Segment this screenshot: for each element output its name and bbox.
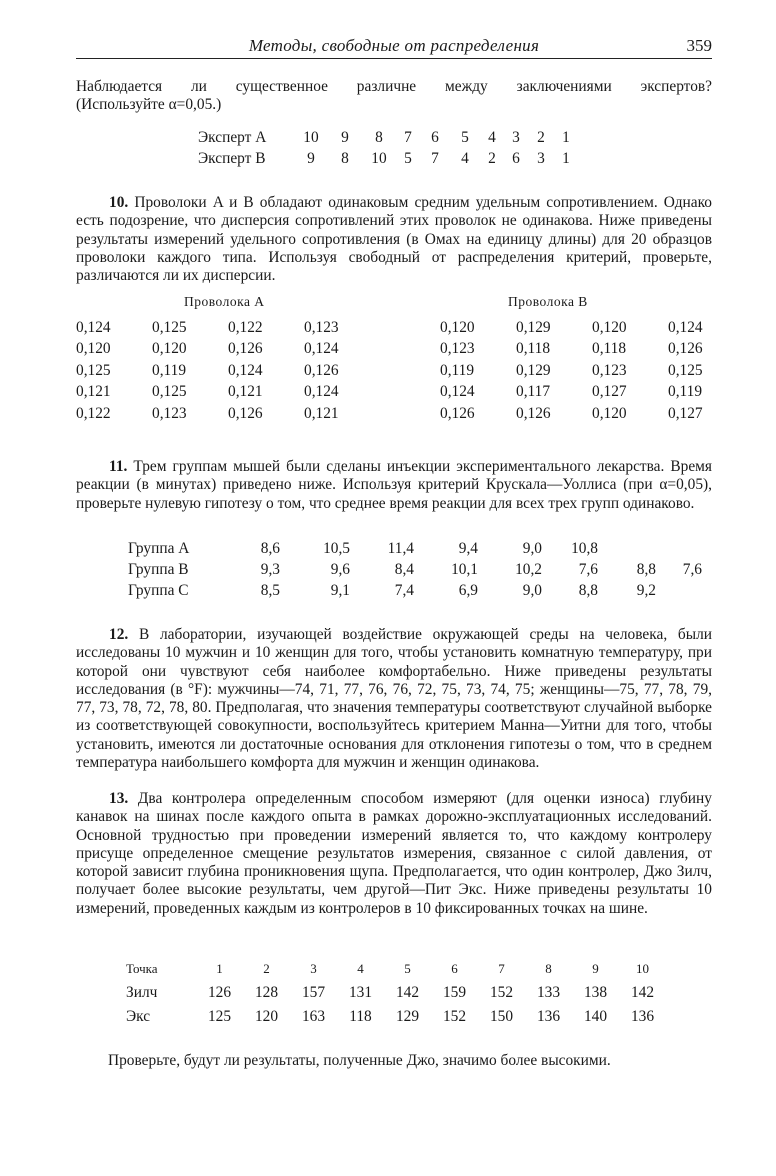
expert-row bbox=[198, 127, 578, 148]
group-row bbox=[128, 538, 708, 559]
wire-row bbox=[440, 317, 744, 339]
group-value: 8,4 bbox=[394, 560, 414, 578]
inspector-value: 136 bbox=[630, 1008, 655, 1025]
wire-value: 0,119 bbox=[152, 361, 187, 379]
inspector-value: 159 bbox=[442, 984, 467, 1001]
intro-line-1: Наблюдается ли существенное различне между заключениями экспертов? bbox=[76, 78, 712, 95]
point-number: 4 bbox=[357, 961, 364, 976]
wire-value: 0,121 bbox=[76, 383, 111, 401]
expert-value: 10 bbox=[303, 128, 319, 146]
problem-13-number: 13. bbox=[109, 790, 129, 807]
expert-value: 3 bbox=[512, 128, 520, 146]
wire-value: 0,129 bbox=[516, 361, 551, 379]
problem-10-number: 10. bbox=[109, 194, 129, 211]
expert-value: 5 bbox=[404, 149, 412, 167]
points-header-row bbox=[126, 957, 666, 981]
group-value: 7,6 bbox=[578, 560, 598, 578]
wire-value: 0,120 bbox=[592, 404, 627, 422]
group-label: Группа B bbox=[128, 560, 189, 578]
problem-12-text: В лаборатории, изучающей воздействие окружающей среды на человека, были исследованы 10 мужчин и 10 женщин для того, чтобы установить комнатную температуру, при которой они чувствуют себя наиболее комфортабельно. Ниже приведены результаты исследования (в °F): мужчины—74, 71, 77, 76, 76, 72, 75, 73, 74, 75; женщины—75, 77, 78, 79, 77, 73, 78, 72, 78, 80. Предполагая, что значения температуры соответствуют случайной выборке из соответствующей совокупности, воспользуйтесь критерием Манна—Уитни для того, чтобы установить, имеются ли достаточные основания для отклонения гипотезы о том, что в среднем температура наибольшего комфорта для мужчин и женщин одинакова. bbox=[76, 626, 712, 772]
inspector-value: 142 bbox=[630, 984, 655, 1001]
wire-value: 0,123 bbox=[440, 340, 475, 358]
wire-value: 0,120 bbox=[152, 340, 187, 358]
wire-row bbox=[76, 317, 380, 339]
wire-value: 0,126 bbox=[440, 404, 475, 422]
expert-label: Эксперт B bbox=[198, 149, 266, 167]
inspector-value: 152 bbox=[442, 1008, 467, 1025]
wire-value: 0,125 bbox=[76, 361, 111, 379]
wire-value: 0,126 bbox=[304, 361, 339, 379]
point-number: 2 bbox=[263, 961, 270, 976]
point-number: 1 bbox=[216, 961, 223, 976]
wire-b-caption: Проволока B bbox=[508, 294, 588, 309]
inspector-value: 163 bbox=[301, 1008, 326, 1025]
expert-value: 3 bbox=[537, 149, 545, 167]
expert-value: 2 bbox=[488, 149, 496, 167]
problem-13-text: Два контролера определенным способом измеряют (для оценки износа) глубину канавок на шинах после каждого опыта в рамках дорожно-эксплуатационных исследований. Основной трудностью при проведении измерений является то, что каждому контролеру присуще определенное смещение результатов измерения, связанное с силой давления, от которой зависит глубина проникновения щупа. Предполагается, что один контролер, Джо Зилч, получает более высокие результаты, чем другой—Пит Экс. Ниже приведены результаты 10 измерений, проведенных каждым из контролеров в 10 фиксированных точках на шине. bbox=[76, 790, 712, 917]
expert-label: Эксперт A bbox=[198, 128, 267, 146]
wire-value: 0,127 bbox=[668, 404, 703, 422]
page-header bbox=[76, 34, 712, 59]
wire-value: 0,119 bbox=[668, 383, 703, 401]
group-value: 8,8 bbox=[578, 581, 598, 599]
wire-value: 0,120 bbox=[592, 318, 627, 336]
expert-value: 5 bbox=[461, 128, 469, 146]
wire-value: 0,127 bbox=[592, 383, 627, 401]
group-value: 7,4 bbox=[394, 581, 414, 599]
group-row bbox=[128, 580, 708, 601]
intro-line-2: (Используйте α=0,05.) bbox=[76, 96, 222, 114]
point-number: 9 bbox=[592, 961, 599, 976]
wire-value: 0,129 bbox=[516, 318, 551, 336]
expert-value: 9 bbox=[307, 149, 315, 167]
wire-value: 0,120 bbox=[440, 318, 475, 336]
problem-13 bbox=[76, 790, 712, 918]
group-value: 9,0 bbox=[522, 539, 542, 557]
group-value: 10,8 bbox=[571, 539, 598, 557]
group-value: 9,1 bbox=[330, 581, 350, 599]
inspector-value: 142 bbox=[395, 984, 420, 1001]
wire-value: 0,124 bbox=[668, 318, 703, 336]
inspector-value: 118 bbox=[349, 1008, 372, 1025]
wire-value: 0,124 bbox=[304, 383, 339, 401]
inspector-value: 126 bbox=[207, 984, 232, 1001]
inspector-value: 133 bbox=[536, 984, 561, 1001]
expert-value: 4 bbox=[488, 128, 496, 146]
intro-question bbox=[76, 78, 712, 115]
group-value bbox=[662, 538, 708, 559]
wire-b-table bbox=[440, 317, 744, 425]
wire-value: 0,118 bbox=[516, 340, 551, 358]
wire-value: 0,123 bbox=[592, 361, 627, 379]
wire-value: 0,124 bbox=[304, 340, 339, 358]
expert-value: 1 bbox=[562, 149, 570, 167]
expert-value: 1 bbox=[562, 128, 570, 146]
group-value bbox=[662, 580, 708, 601]
wire-value: 0,123 bbox=[152, 404, 187, 422]
point-number: 7 bbox=[498, 961, 505, 976]
wire-value: 0,124 bbox=[228, 361, 263, 379]
experts-table bbox=[198, 127, 578, 169]
inspector-row bbox=[126, 1005, 666, 1029]
group-value: 10,5 bbox=[323, 539, 350, 557]
page-number: 359 bbox=[686, 36, 712, 55]
expert-value: 10 bbox=[371, 149, 387, 167]
group-value: 7,6 bbox=[682, 560, 702, 578]
group-value: 9,0 bbox=[522, 581, 542, 599]
inspector-value: 138 bbox=[583, 984, 608, 1001]
wire-row bbox=[76, 382, 380, 404]
problem-12-number: 12. bbox=[109, 626, 129, 643]
problem-10 bbox=[76, 194, 712, 285]
wire-row bbox=[76, 339, 380, 361]
point-number: 8 bbox=[545, 961, 552, 976]
inspector-value: 120 bbox=[254, 1008, 279, 1025]
group-value: 9,4 bbox=[458, 539, 478, 557]
expert-value: 9 bbox=[341, 128, 349, 146]
inspector-value: 131 bbox=[348, 984, 373, 1001]
wire-value: 0,124 bbox=[76, 318, 111, 336]
wire-row bbox=[76, 403, 380, 425]
group-value bbox=[604, 538, 662, 559]
inspector-label: Зилч bbox=[126, 984, 158, 1001]
inspector-label: Экс bbox=[126, 1008, 151, 1025]
wire-value: 0,126 bbox=[668, 340, 703, 358]
wire-value: 0,125 bbox=[668, 361, 703, 379]
wire-value: 0,123 bbox=[304, 318, 339, 336]
wire-row bbox=[76, 360, 380, 382]
wire-row bbox=[440, 339, 744, 361]
group-value: 8,6 bbox=[260, 539, 280, 557]
wire-value: 0,125 bbox=[152, 383, 187, 401]
wire-value: 0,119 bbox=[440, 361, 475, 379]
expert-value: 7 bbox=[404, 128, 412, 146]
group-value: 11,4 bbox=[387, 539, 414, 557]
expert-value: 6 bbox=[431, 128, 439, 146]
inspector-value: 157 bbox=[301, 984, 326, 1001]
problem-13-closing: Проверьте, будут ли результаты, полученные Джо, значимо более высокими. bbox=[108, 1052, 611, 1069]
wire-row bbox=[440, 360, 744, 382]
groups-table bbox=[128, 538, 708, 601]
point-number: 10 bbox=[636, 961, 649, 976]
group-value: 8,8 bbox=[636, 560, 656, 578]
problem-11 bbox=[76, 458, 712, 513]
wire-value: 0,121 bbox=[304, 404, 339, 422]
problem-11-text: Трем группам мышей были сделаны инъекции экспериментального лекарства. Время реакции (в минутах) приведено ниже. Используя критерий Крускала—Уоллиса (при α=0,05), проверьте нулевую гипотезу о том, что среднее время реакции для всех трех групп одинаково. bbox=[76, 458, 712, 512]
problem-12 bbox=[76, 626, 712, 772]
inspector-value: 140 bbox=[583, 1008, 608, 1025]
wire-value: 0,126 bbox=[228, 404, 263, 422]
expert-row bbox=[198, 148, 578, 169]
wire-value: 0,125 bbox=[152, 318, 187, 336]
expert-value: 2 bbox=[537, 128, 545, 146]
inspector-value: 152 bbox=[489, 984, 514, 1001]
inspector-value: 125 bbox=[207, 1008, 232, 1025]
expert-value: 4 bbox=[461, 149, 469, 167]
group-row bbox=[128, 559, 708, 580]
inspector-value: 128 bbox=[254, 984, 279, 1001]
group-value: 6,9 bbox=[458, 581, 478, 599]
point-label: Точка bbox=[126, 961, 158, 976]
wire-a-table bbox=[76, 317, 380, 425]
problem-10-text: Проволоки A и B обладают одинаковым средним удельным сопротивлением. Однако есть подозрение, что дисперсия сопротивлений этих проволок не одинакова. Ниже приведены результаты измерений удельного сопротивления (в Омах на единицу длины) для 20 образцов проволоки каждого типа. Используя свободный от распределения критерий, проверьте, различаются ли их дисперсии. bbox=[76, 194, 712, 285]
wire-row bbox=[440, 403, 744, 425]
group-value: 9,6 bbox=[330, 560, 350, 578]
group-value: 9,2 bbox=[636, 581, 656, 599]
points-table bbox=[126, 957, 666, 1029]
group-label: Группа A bbox=[128, 539, 190, 557]
expert-value: 8 bbox=[375, 128, 383, 146]
expert-value: 8 bbox=[341, 149, 349, 167]
wire-value: 0,126 bbox=[516, 404, 551, 422]
expert-value: 7 bbox=[431, 149, 439, 167]
inspector-value: 129 bbox=[395, 1008, 420, 1025]
wire-value: 0,121 bbox=[228, 383, 263, 401]
wire-value: 0,122 bbox=[76, 404, 111, 422]
point-number: 3 bbox=[310, 961, 317, 976]
wire-a-caption: Проволока A bbox=[184, 294, 265, 309]
point-number: 5 bbox=[404, 961, 411, 976]
problem-11-number: 11. bbox=[109, 458, 128, 475]
group-value: 8,5 bbox=[260, 581, 280, 599]
wire-value: 0,124 bbox=[440, 383, 475, 401]
wire-value: 0,126 bbox=[228, 340, 263, 358]
running-title: Методы, свободные от распределения bbox=[248, 36, 540, 55]
inspector-value: 136 bbox=[536, 1008, 561, 1025]
wire-row bbox=[440, 382, 744, 404]
wire-value: 0,120 bbox=[76, 340, 111, 358]
wire-value: 0,122 bbox=[228, 318, 263, 336]
inspector-value: 150 bbox=[489, 1008, 514, 1025]
group-value: 10,1 bbox=[451, 560, 478, 578]
wire-value: 0,118 bbox=[592, 340, 627, 358]
point-number: 6 bbox=[451, 961, 458, 976]
inspector-row bbox=[126, 981, 666, 1005]
wire-value: 0,117 bbox=[516, 383, 551, 401]
group-value: 9,3 bbox=[260, 560, 280, 578]
group-label: Группа C bbox=[128, 581, 189, 599]
group-value: 10,2 bbox=[515, 560, 542, 578]
expert-value: 6 bbox=[512, 149, 520, 167]
